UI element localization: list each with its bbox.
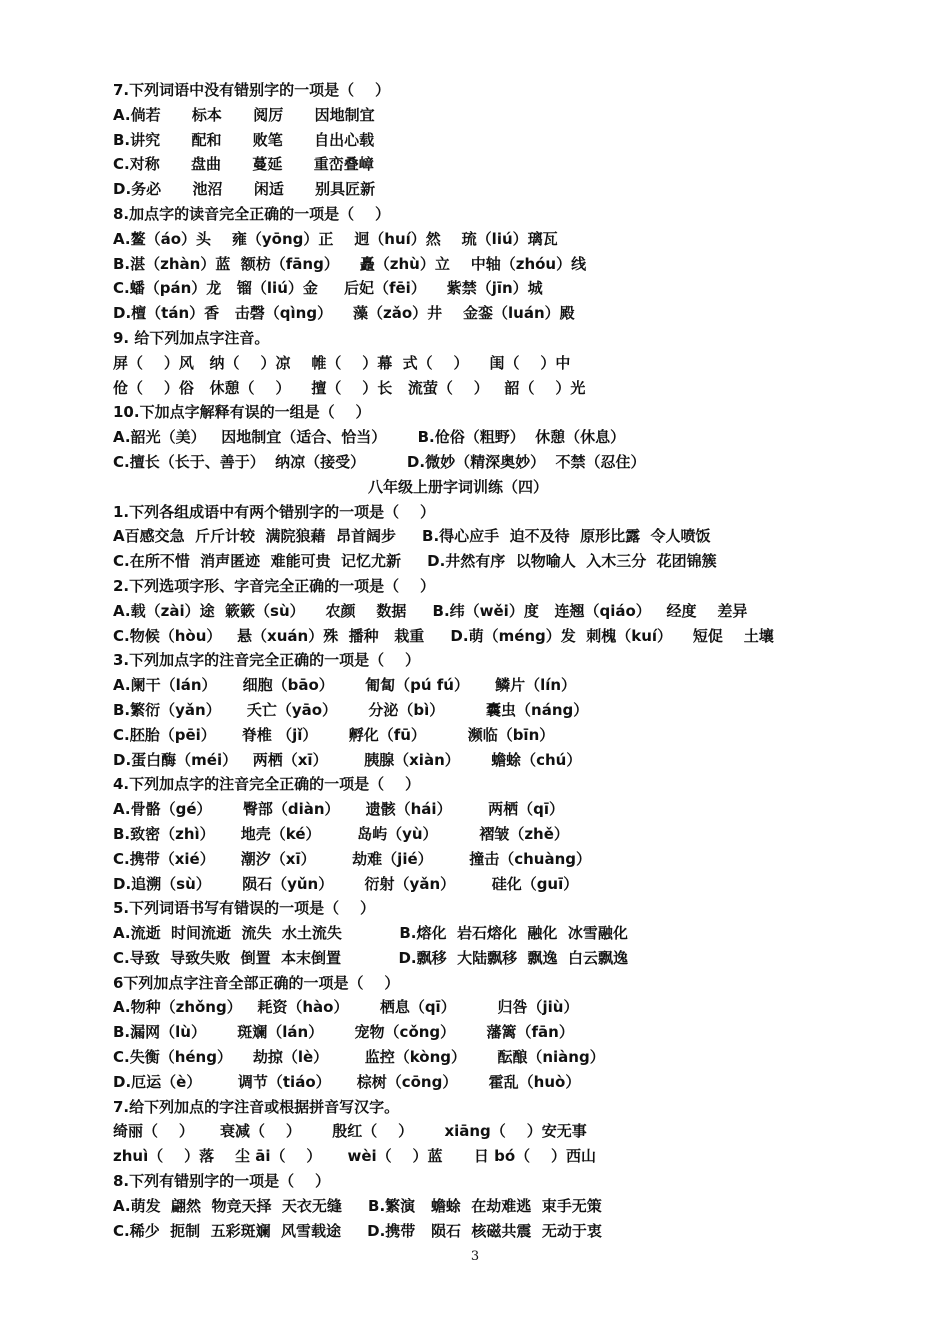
- option-line: C.擅长（长于、善于） 纳凉（接受） D.微妙（精深奥妙） 不禁（忍住）: [113, 452, 646, 471]
- option-line: C.携带（xié） 潮汐（xī） 劫难（jié） 撞击（chuàng）: [113, 849, 591, 868]
- option-line: A.萌发 翩然 物竞天择 天衣无缝 B.繁演 蟾蜍 在劫难逃 束手无策: [113, 1196, 602, 1215]
- question-heading: 9. 给下列加点字注音。: [113, 328, 270, 347]
- option-line: A.物种（zhǒng） 耗资（hào） 栖息（qī） 归咎（jiù）: [113, 998, 579, 1017]
- question-heading: 8.加点字的读音完全正确的一项是（ ）: [113, 204, 391, 223]
- option-line: B.致密（zhì） 地壳（ké） 岛屿（yù） 褶皱（zhě）: [113, 824, 569, 843]
- option-line: C.稀少 扼制 五彩斑斓 风雪载途 D.携带 陨石 核磁共震 无动于衷: [113, 1221, 602, 1240]
- option-line: A百感交急 斤斤计较 满院狼藉 昂首阔步 B.得心应手 迫不及待 原形比露 令人喷饭: [113, 527, 711, 546]
- option-line: B.漏网（lù） 斑斓（lán） 宠物（cǒng） 藩篱（fān）: [113, 1023, 574, 1042]
- option-line: C.胚胎（pēi） 脊椎 （jǐ） 孵化（fū） 濒临（bīn）: [113, 725, 555, 744]
- page-number: 3: [470, 1249, 480, 1264]
- question-heading: 1.下列各组成语中有两个错别字的一项是（ ）: [113, 502, 436, 521]
- option-line: C.对称 盘曲 蔓延 重峦叠嶂: [113, 155, 374, 174]
- option-line: D.檀（tán）香 击磬（qìng） 藻（zǎo）井 金銮（luán）殿: [113, 304, 575, 323]
- option-line: C.导致 导致失败 倒置 本末倒置 D.飘移 大陆飘移 飘逸 白云飘逸: [113, 948, 628, 967]
- option-line: A.流逝 时间流逝 流失 水土流失 B.熔化 岩石熔化 融化 冰雪融化: [113, 924, 628, 943]
- option-line: C.在所不惜 消声匿迹 难能可贵 记忆尤新 D.井然有序 以物喻人 入木三分 花团锦簇: [113, 552, 717, 571]
- question-heading: 10.下加点字解释有误的一组是（ ）: [113, 403, 371, 422]
- fill-in-line: 绮丽（ ） 衰减（ ） 殷红（ ） xiāng（ ）安无事: [113, 1122, 587, 1141]
- option-line: B.讲究 配和 败笔 自出心载: [113, 130, 375, 149]
- question-heading: 5.下列词语书写有错误的一项是（ ）: [113, 899, 376, 918]
- option-line: D.厄运（è） 调节（tiáo） 棕树（cōng） 霍乱（huò）: [113, 1072, 581, 1091]
- option-line: A.阑干（lán） 细胞（bāo） 匍匐（pú fú） 鳞片（lín）: [113, 676, 577, 695]
- question-heading: 2.下列选项字形、字音完全正确的一项是（ ）: [113, 576, 436, 595]
- option-line: B.繁衍（yǎn） 夭亡（yāo） 分泌（bì） 囊虫（náng）: [113, 700, 589, 719]
- section-title: 八年级上册字词训练（四）: [367, 477, 548, 496]
- option-line: C.失衡（héng） 劫掠（lè） 监控（kòng） 酝酿（niàng）: [113, 1048, 605, 1067]
- question-heading: 8.下列有错别字的一项是（ ）: [113, 1172, 331, 1191]
- option-line: C.蟠（pán）龙 镏（liú）金 后妃（fēi） 紫禁（jīn）城: [113, 279, 543, 298]
- question-heading: 4.下列加点字的注音完全正确的一项是（ ）: [113, 775, 421, 794]
- question-heading: 3.下列加点字的注音完全正确的一项是（ ）: [113, 651, 421, 670]
- worksheet-body: [113, 78, 843, 1243]
- option-line: D.务必 池沼 闲适 别具匠新: [113, 180, 376, 199]
- option-line: A.鳌（áo）头 雍（yōng）正 迥（huí）然 琉（liú）璃瓦: [113, 229, 558, 248]
- question-heading: 6下列加点字注音全部正确的一项是（ ）: [113, 973, 400, 992]
- fill-in-line: 伧（ ）俗 休憩（ ） 擅（ ）长 流萤（ ） 韶（ ）光: [113, 378, 586, 397]
- question-heading: 7.下列词语中没有错别字的一项是（ ）: [113, 81, 391, 99]
- question-heading: 7.给下列加点的字注音或根据拼音写汉字。: [113, 1097, 400, 1116]
- option-line: A.骨骼（gé） 臀部（diàn） 遗骸（hái） 两栖（qī）: [113, 800, 564, 819]
- option-line: A.载（zài）途 簌簌（sù） 农颜 数据 B.纬（wěi）度 连翘（qiáo） 经度 差异: [113, 601, 748, 620]
- fill-in-line: 屏（ ）风 纳（ ）凉 帷（ ）幕 式（ ） 闺（ ）中: [113, 353, 571, 372]
- option-line: A.韶光（美） 因地制宜（适合、恰当） B.伧俗（粗野） 休憩（休息）: [113, 428, 626, 447]
- fill-in-line: zhuì（ ）落 尘 āi（ ） wèi（ ）蓝 日 bó（ ）西山: [113, 1147, 597, 1166]
- option-line: C.物候（hòu） 悬（xuán）殊 播种 栽重 D.萌（méng）发 刺槐（kuí） 短促 土壤: [113, 626, 774, 645]
- option-line: A.倘若 标本 阅厉 因地制宜: [113, 105, 375, 124]
- option-line: D.追溯（sù） 陨石（yǔn） 衍射（yǎn） 硅化（guī）: [113, 874, 579, 893]
- option-line: B.湛（zhàn）蓝 额枋（fāng） 矗（zhù）立 中轴（zhóu）线: [113, 254, 587, 273]
- option-line: D.蛋白酶（méi） 两栖（xī） 胰腺（xiàn） 蟾蜍（chú）: [113, 750, 582, 769]
